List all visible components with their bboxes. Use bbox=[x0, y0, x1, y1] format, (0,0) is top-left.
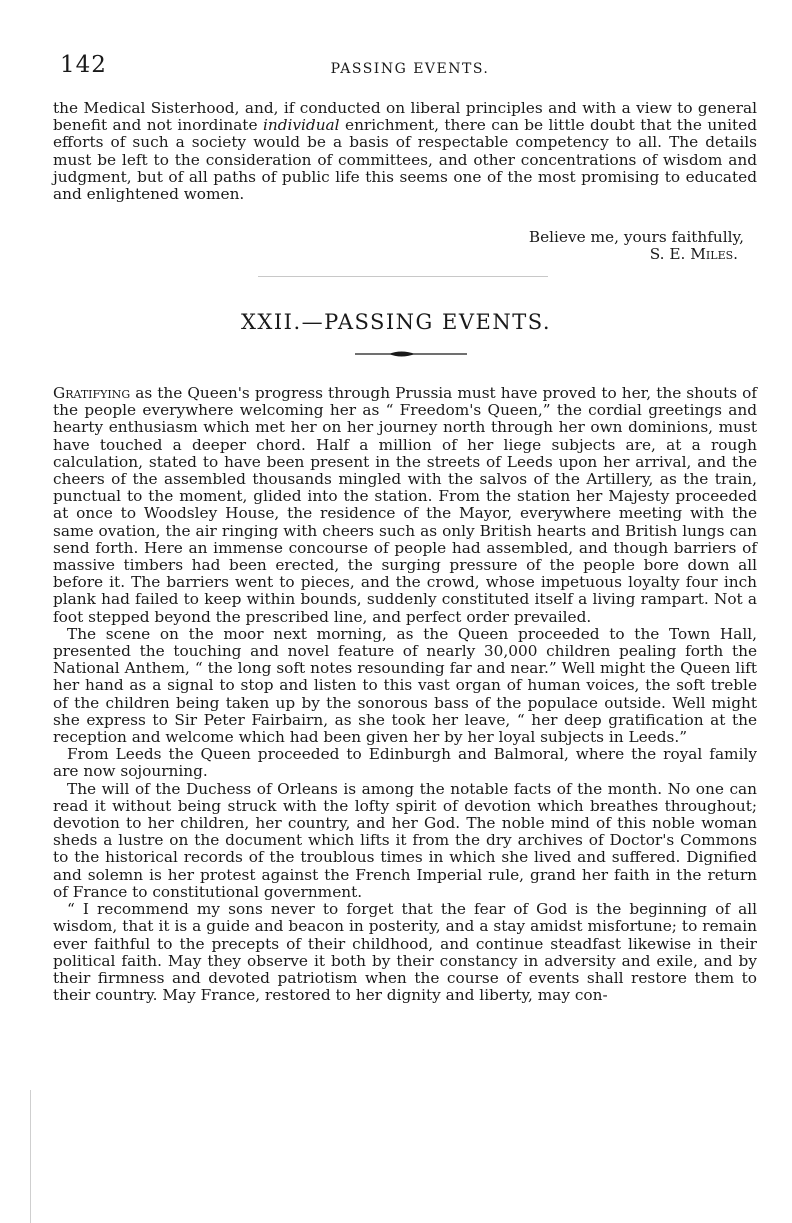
article-body bbox=[53, 385, 757, 1004]
article-paragraph: The scene on the moor next morning, as the Queen proceeded to the Town Hall, presented the touching and novel feature of nearly 30,000 children pealing forth the National Anthem, “ the long soft notes resounding far and near.” Well might the Queen lift her hand as a signal to stop and listen to this vast organ of human voices, the soft treble of the children being taken up by the sonorous bass of the populace outside. Well might she express to Sir Peter Fairbairn, as she took her leave, “ her deep gratification at the reception and welcome which had been given her by her loyal subjects in Leeds.” bbox=[53, 624, 757, 747]
italic-word: individual bbox=[262, 116, 340, 135]
ornamental-rule-icon bbox=[355, 347, 467, 361]
article-paragraph: Gratifying as the Queen's progress through Prussia must have proved to her, the shouts of the people everywhere welcoming her as “ Freedom's Queen,” the cordial greetings and hearty enthusiasm which met her on her journey north through her own dominions, must have touched a deeper chord. Half a million of her liege subjects are, at a rough calculation, stated to have been present in the streets of Leeds upon her arrival, and the cheers of the assembled thousands mingled with the salvos of the Artillery, as the train, punctual to the moment, glided into the station. From the station her Majesty proceeded at once to Woodsley House, the residence of the Mayor, everywhere meeting with the same ovation, the air ringing with cheers such as only British hearts and British lungs can send forth. Here an immense concourse of people had assembled, and though barriers of massive timbers had been erected, the surging pressure of the people bore down all before it. The barriers went to pieces, and the crowd, whose impetuous loyalty four inch plank had failed to keep within bounds, suddenly constituted itself a living rampart. Not a foot stepped beyond the prescribed line, and perfect order prevailed. bbox=[53, 384, 757, 626]
letter-valediction: Believe me, yours faithfully, bbox=[528, 228, 744, 246]
page-header bbox=[60, 52, 760, 84]
lead-word: Gratifying bbox=[53, 384, 131, 402]
article-paragraph: From Leeds the Queen proceeded to Edinburgh and Balmoral, where the royal family are now sojourning. bbox=[53, 745, 757, 781]
gutter-shadow bbox=[30, 1090, 31, 1223]
running-title: PASSING EVENTS. bbox=[330, 61, 490, 77]
page-number: 142 bbox=[60, 52, 107, 78]
article-paragraph: The will of the Duchess of Orleans is among the notable facts of the month. No one can read it without being struck with the lofty spirit of devotion which breathes throughout; devotion to her children, her country, and her God. The noble mind of this noble woman sheds a lustre on the document which lifts it from the dry archives of Doctor's Commons to the historical records of the troublous times in which she lived and suffered. Dignified and solemn is her protest against the French Imperial rule, grand her faith in the return of France to constitutional government. bbox=[53, 779, 757, 901]
letter-closing-paragraph: the Medical Sisterhood, and, if conducted on liberal principles and with a view to general benefit and not inordinate individual enrichment, there can be little doubt that the united efforts of such a society would be a basis of respectable competency to all. The details must be left to the consideration of committees, and other concentrations of wisdom and judgment, but of all paths of public life this seems one of the most promising to educated and enlightened women. bbox=[53, 99, 757, 204]
article-paragraph: “ I recommend my sons never to forget that the fear of God is the beginning of all wisdom, that it is a guide and beacon in posterity, and a stay amidst misfortune; to remain ever faithful to the precepts of their childhood, and continue steadfast likewise in their political faith. May they observe it both by their constancy in adversity and exile, and by their firmness and devoted patriotism when the course of events shall restore them to their country. May France, restored to her dignity and liberty, may con- bbox=[53, 900, 757, 1005]
section-title: XXII.—PASSING EVENTS. bbox=[240, 310, 552, 334]
divider-rule bbox=[258, 276, 548, 277]
letter-signature: S. E. Miles. bbox=[649, 245, 738, 263]
